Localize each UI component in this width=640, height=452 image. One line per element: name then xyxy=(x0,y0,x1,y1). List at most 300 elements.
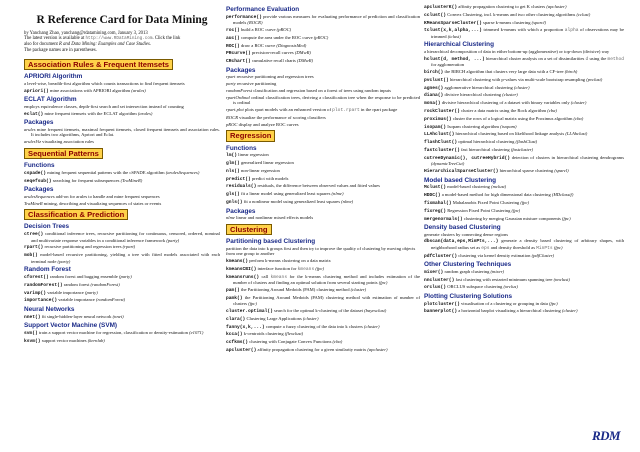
column-1-content xyxy=(24,57,220,344)
book-title: R and Data Mining: Examples and Case Studies xyxy=(59,42,150,48)
package-name: (mixer) xyxy=(490,268,505,274)
function-name: mona() xyxy=(424,101,441,107)
package-name: (fastcluster) xyxy=(510,147,534,153)
reference-entry xyxy=(424,216,624,223)
entry-description: hierarchical cluster analysis on a set of dissimilarities xyxy=(484,55,586,61)
byline: by Yanchang Zhao, yanchang@rdatamining.com, January 3, 2013 xyxy=(24,30,148,36)
package-name: (party) xyxy=(84,289,98,295)
entry-description: Mahalanobis Fixed Point Clustering xyxy=(451,199,521,205)
reference-entry xyxy=(226,199,420,206)
entry-description: visualizing association rules xyxy=(41,139,94,145)
package-name: ROCR xyxy=(226,114,238,120)
column-1 xyxy=(24,14,220,345)
package-name: (party) xyxy=(166,237,180,243)
function-name: pvclust() xyxy=(424,77,449,83)
function-name: pam() xyxy=(226,287,240,293)
section-wrapper xyxy=(226,222,420,236)
function-name: cutreeDynamic(), cutreeHybrid() xyxy=(424,155,511,161)
entry-description: visualize the performance of scoring classifiers xyxy=(238,114,326,120)
reference-entry xyxy=(424,168,624,175)
reference-entry xyxy=(424,147,624,154)
entry-description: fit a linear model using generalized least squares xyxy=(239,191,332,197)
function-name: mixer() xyxy=(424,269,444,275)
reference-entry xyxy=(24,297,220,304)
code-argument: eps xyxy=(481,245,490,251)
function-name: nnet() xyxy=(24,314,41,320)
subsection-heading: Plotting Clustering Solutions xyxy=(424,292,513,300)
entry-description: mine frequent itemsets, maximal frequent itemsets, closed frequent itemsets and association rules. It includes two algorithms, Apriori and Eclat. xyxy=(31,126,220,138)
reference-entry xyxy=(424,184,624,191)
package-name: (party) xyxy=(57,258,71,264)
reference-entry xyxy=(226,215,420,221)
package-name: (orclus) xyxy=(503,284,518,290)
package-name: (fpc) xyxy=(520,199,530,205)
package-name: (rpart) xyxy=(122,244,136,250)
function-name: pdfCluster() xyxy=(424,253,458,259)
entry-description: searching for frequent subsequences xyxy=(51,177,121,183)
package-name: (fpc) xyxy=(549,300,558,306)
function-name: PRcurve() xyxy=(226,51,251,57)
column-3 xyxy=(424,4,624,316)
function-name: ksvm() xyxy=(24,338,41,344)
entry-description: mine frequent itemsets with the ECLAT algorithm xyxy=(43,110,138,116)
function-name: kmeansCBI() xyxy=(226,266,257,272)
entry-description: agglomerative hierarchical clustering xyxy=(443,84,514,90)
function-name: ROC() xyxy=(226,43,240,49)
description-text: a level-wise, breadth-first algorithm which counts transactions to find frequent itemsets xyxy=(24,81,185,87)
section-heading: Sequential Patterns xyxy=(24,148,103,159)
reference-entry xyxy=(424,277,624,284)
package-name: (tclust) xyxy=(447,33,461,39)
entry-description: build a ROC curve xyxy=(239,26,277,32)
package-name: (apcluster) xyxy=(367,346,388,352)
reference-entry xyxy=(24,314,220,321)
function-name: nls() xyxy=(226,168,240,174)
reference-entry xyxy=(226,324,420,331)
function-name: pamk() xyxy=(226,295,243,301)
reference-entry xyxy=(24,178,220,185)
function-name: kmeansruns() xyxy=(226,274,260,280)
package-name: (randomForest) xyxy=(90,281,120,287)
package-name: party xyxy=(226,81,236,87)
package-name: (kernlab) xyxy=(87,337,105,343)
description-text: generate clusters by connecting dense regions xyxy=(424,231,509,237)
package-name: (pvclust) xyxy=(586,76,603,82)
column-2 xyxy=(226,4,420,355)
reference-entry xyxy=(226,88,420,94)
entry-description: perform k-means clustering on a data matrix xyxy=(248,257,331,263)
package-name: (cluster) xyxy=(570,100,587,106)
function-name: hclust(d, method, ...) xyxy=(424,56,485,62)
section-wrapper xyxy=(226,128,420,142)
reference-entry xyxy=(226,295,420,307)
package-name: (fpc) xyxy=(561,215,571,221)
entry-description: hierarchical clustering with p-values via multi-scale bootstrap resampling xyxy=(448,76,587,82)
package-name: (birch) xyxy=(564,69,578,75)
package-name: (fpc) xyxy=(378,280,388,286)
reference-entry xyxy=(226,14,420,26)
package-name: (isopam) xyxy=(500,123,517,129)
also-post: . xyxy=(149,42,151,48)
package-name: (ROCR) xyxy=(247,20,263,26)
reference-entry xyxy=(424,56,624,68)
package-name: (sparcl) xyxy=(554,168,569,174)
subsection-heading: Functions xyxy=(24,162,55,170)
rdatamining-logo xyxy=(592,428,620,444)
package-name: nlme xyxy=(226,215,235,221)
function-name: Mclust() xyxy=(424,185,447,191)
entry-description: call xyxy=(259,273,271,279)
package-name: (DMwR) xyxy=(294,50,311,56)
package-name: (fpc) xyxy=(552,244,563,250)
subsection-heading: Packages xyxy=(24,119,54,127)
entry-description: visualisation of a clustering or grouping in data xyxy=(459,300,550,306)
package-name: (e1071) xyxy=(189,329,204,335)
function-name: rockCluster() xyxy=(424,109,460,115)
package-name: (TraMineR) xyxy=(120,177,143,183)
entry-description: cluster a data matrix using the Rock algorithm xyxy=(459,108,548,114)
package-name: (cclust) xyxy=(576,11,591,17)
function-name: isopam() xyxy=(424,124,447,130)
reference-entry xyxy=(24,252,220,264)
reference-entry xyxy=(24,194,220,200)
entry-description: k-centroids clustering xyxy=(242,331,285,337)
function-name: dbscan(data,eps,MinPts,...) xyxy=(424,239,499,245)
package-name: arulesSequences xyxy=(24,193,55,199)
package-name: (fpc) xyxy=(314,265,325,271)
entry-description: the Partitioning Around Medoids (PAM) clustering method xyxy=(239,286,351,292)
entry-description: of observations may be trimmed xyxy=(431,27,624,39)
entry-description: random forest and bagging ensemble xyxy=(48,273,119,279)
entry-description: support vector machines xyxy=(40,337,88,343)
entry-description: sparse k-means clustering xyxy=(481,19,532,25)
reference-entry xyxy=(226,58,420,65)
function-name: flashClust() xyxy=(424,140,458,146)
function-name: kmeans() xyxy=(226,258,249,264)
package-name: (randomForest) xyxy=(96,297,126,303)
package-name: (HDclassif) xyxy=(551,192,574,198)
entry-description: hierarchical clustering based on likelihood linkage analysis xyxy=(454,131,566,137)
function-name: randomForest() xyxy=(24,282,63,288)
reference-entry xyxy=(424,192,624,199)
reference-entry xyxy=(24,170,220,177)
latest-pre: The latest version is available at xyxy=(24,36,86,42)
reference-entry xyxy=(424,20,624,27)
function-name: cluster.optimal() xyxy=(226,308,273,314)
entry-description: for agglomeration xyxy=(431,62,465,68)
entry-description: recursive partitioning xyxy=(235,81,277,87)
entry-description: plots rpart models with an enhanced version of xyxy=(243,107,333,113)
function-name: orclus() xyxy=(424,285,447,291)
function-name: rpart() xyxy=(24,245,44,251)
function-name: predict() xyxy=(226,176,251,182)
entry-description: mine associations with APRIORI algorithm xyxy=(48,87,132,93)
entry-description: generalized linear regression xyxy=(239,160,294,166)
package-name: (apcluster) xyxy=(546,4,567,9)
entry-description: recursive partitioning and regression trees xyxy=(235,74,314,80)
section-wrapper xyxy=(24,57,220,71)
reference-entry xyxy=(424,77,624,84)
code-argument: kmeans xyxy=(270,274,288,280)
column-3-content xyxy=(424,4,624,315)
function-name: fanny(x,k,...) xyxy=(226,324,265,330)
package-name: TraMineR xyxy=(24,200,43,206)
function-name: importance() xyxy=(24,298,58,304)
entry-description: classification and regression based on a forest of trees using random inputs xyxy=(252,87,391,93)
package-name: (fpc) xyxy=(248,301,257,307)
reference-entry xyxy=(24,330,220,337)
package-name: (flexclust) xyxy=(284,331,304,337)
reference-entry xyxy=(226,35,420,42)
reference-entry xyxy=(24,338,220,345)
entry-description: clustering via kernel density estimation xyxy=(457,252,532,258)
reference-entry xyxy=(24,111,220,118)
reference-entry xyxy=(226,274,420,286)
package-name: (pROC) xyxy=(276,26,292,32)
package-name: (LLAhclust) xyxy=(565,131,588,137)
package-name: (bayesclust) xyxy=(364,307,387,313)
reference-entry xyxy=(424,308,624,315)
entry-description: cluster the rows of a logical matrix using the Proximus algorithm xyxy=(451,115,574,121)
entry-description: the BIRCH algorithm that clusters very large data with a CF-tree xyxy=(443,69,565,75)
function-name: fixreg() xyxy=(424,208,447,214)
entry-description: divisive hierarchical clustering of a dataset with binary variables only xyxy=(440,100,571,106)
package-name: (mclust) xyxy=(491,184,507,190)
reference-entry xyxy=(226,266,420,273)
function-name: svm() xyxy=(24,330,38,336)
reference-entry xyxy=(424,92,624,99)
package-name: pROC xyxy=(226,121,238,127)
package-name: arulesViz xyxy=(24,139,42,145)
entry-description: random graph clustering xyxy=(443,268,491,274)
entry-description: train a support vector machine for regression, classification or density-estimation xyxy=(37,329,190,335)
entry-description: affinity propagation clustering for a given similarity matrix xyxy=(256,346,368,352)
package-name: (nnclust) xyxy=(553,276,570,282)
section-heading: Clustering xyxy=(226,224,272,235)
reference-entry xyxy=(226,347,420,354)
description-text: partition the data into k groups first and then try to improve the quality of clustering by moving objects from one group to another xyxy=(226,245,416,257)
entry-description: provide various measures for evaluating performance of prediction and classification models xyxy=(233,13,420,26)
function-name: glm() xyxy=(226,161,240,167)
subsection-heading: Random Forest xyxy=(24,266,71,274)
entry-description: compute a fuzzy clustering of the data into k clusters xyxy=(264,323,364,329)
latest-post: . Click the link xyxy=(152,36,181,42)
entry-description: Isopam clustering algorithm xyxy=(446,123,501,129)
function-name: HDDC() xyxy=(424,193,441,199)
subsection-heading: Other Clustering Techniques xyxy=(424,261,512,269)
entry-description: linear regression xyxy=(237,152,269,158)
package-name: (arules) xyxy=(137,110,153,116)
reference-entry xyxy=(226,81,420,87)
entry-description: Regression Fixed Point Clustering xyxy=(446,207,512,213)
entry-description: and density threshold as xyxy=(489,244,537,250)
function-name: mob() xyxy=(24,253,38,259)
subsection-heading: Support Vector Machine (SVM) xyxy=(24,322,118,330)
section-heading: Regression xyxy=(226,130,275,141)
reference-entry xyxy=(424,85,624,92)
entry-description: generate a density based clustering of arbitrary shapes, with neighborhood radius set as xyxy=(431,238,624,250)
subsection-heading: Packages xyxy=(24,186,54,194)
package-name: (dynamicTreeCut) xyxy=(431,161,465,167)
package-name: (DiagnosisMed) xyxy=(276,42,307,48)
package-name: rpartOrdinal xyxy=(226,94,250,100)
reference-entry xyxy=(24,282,220,289)
function-name: performance() xyxy=(226,14,262,20)
function-name: birch() xyxy=(424,70,444,76)
reference-entry xyxy=(24,244,220,251)
reference-entry xyxy=(226,331,420,338)
package-name: arules xyxy=(24,126,36,132)
reference-entry xyxy=(226,191,420,198)
page-title: R Reference Card for Data Mining xyxy=(36,14,208,26)
section-wrapper xyxy=(24,207,220,221)
function-name: fastcluster() xyxy=(424,148,460,154)
package-name: (pdfCluster) xyxy=(531,252,555,258)
package-name: (cluster) xyxy=(363,323,380,329)
entry-description: for the k-means clustering method and includes estimation of the number of clusters and finding an optimal solution from several starting points xyxy=(233,273,420,286)
package-name: (cluster) xyxy=(502,92,518,98)
reference-entry xyxy=(24,139,220,145)
subsection-heading: Hierarchical Clustering xyxy=(424,41,494,49)
entry-description: Convex Clustering, incl. k-means and two other clustering algorithms xyxy=(446,11,577,17)
reference-entry xyxy=(424,116,624,123)
subsection-heading: ECLAT Algorithm xyxy=(24,96,77,104)
package-name: (fpc) xyxy=(511,207,521,213)
also-pre: also for document xyxy=(24,42,60,48)
entry-description: fit a nonlinear model using generalized least squares xyxy=(242,199,342,205)
entry-description: precision-recall curves xyxy=(250,50,295,56)
entry-description: model-based recursive partitioning, yielding a tree with fitted models associated with each terminal node xyxy=(31,252,220,264)
subsection-heading: Decision Trees xyxy=(24,223,70,231)
subsection-heading: Performance Evaluation xyxy=(226,6,300,13)
intro xyxy=(24,31,220,54)
function-name: fixmahal() xyxy=(424,200,452,206)
reference-entry xyxy=(226,168,420,175)
reference-entry xyxy=(24,201,220,207)
entry-description: variable importance xyxy=(57,297,96,303)
entry-description: search for the optimal k-clustering of the dataset xyxy=(272,307,365,313)
reference-entry xyxy=(226,43,420,50)
reference-entry xyxy=(424,253,624,260)
entry-description: a model-based method for high dimensional data clustering xyxy=(440,192,552,198)
function-name: agnes() xyxy=(424,85,444,91)
entry-description: interface function for xyxy=(256,265,298,271)
reference-entry xyxy=(226,27,420,34)
reference-entry xyxy=(226,50,420,57)
function-name: tclust(x,k,alpha,...) xyxy=(424,28,482,34)
function-name: CRchart() xyxy=(226,59,251,65)
entry-description: mining, describing and visualizing sequences of states or events xyxy=(42,200,162,206)
reference-entry xyxy=(424,238,624,251)
code-argument: MinPts xyxy=(536,245,553,251)
subsection-heading: APRIORI Algorithm xyxy=(24,73,83,81)
package-name: (arulesSequences) xyxy=(165,169,200,175)
entry-description: model-based clustering xyxy=(446,184,492,190)
reference-entry xyxy=(226,107,420,114)
package-name: rpart.plot xyxy=(226,107,244,113)
function-name: lm() xyxy=(226,153,238,159)
section-heading: Classification & Prediction xyxy=(24,209,128,220)
entry-description: hierarchical sparse clustering xyxy=(498,168,555,174)
description-text: a hierarchical decomposition of data in either bottom-up (agglomerative) or top-down (divisive) way xyxy=(424,49,610,55)
package-name: (nlme) xyxy=(341,199,354,205)
reference-entry xyxy=(424,284,624,291)
function-name: apcluster() xyxy=(226,347,257,353)
reference-entry xyxy=(24,274,220,281)
section-heading: Association Rules & Frequent Itemsets xyxy=(24,59,173,70)
logo-dm: DM xyxy=(600,428,621,443)
package-name: (DMwR) xyxy=(296,58,314,64)
function-name: ccfkms() xyxy=(226,340,249,346)
reference-entry xyxy=(424,108,624,115)
package-name: (cba) xyxy=(332,339,343,345)
entry-description: predict with models xyxy=(250,175,289,181)
function-name: kcca() xyxy=(226,332,243,338)
code-argument: kmeans xyxy=(297,266,315,272)
reference-entry xyxy=(424,200,624,207)
entry-description: residuals, the difference between observed values and fitted values xyxy=(256,183,380,189)
entry-description: conditional inference trees, recursive partitioning for continuous, censored, ordered, nominal and multivariate response variables in a conditional inference framework xyxy=(31,231,220,243)
code-argument: method xyxy=(607,56,625,62)
subsection-heading: Partitioning based Clustering xyxy=(226,238,316,246)
reference-entry xyxy=(226,176,420,183)
entry-description: trimmed k-means with which a proportion xyxy=(481,27,565,33)
reference-entry xyxy=(424,131,624,138)
reference-entry xyxy=(226,122,420,128)
function-name: ctree() xyxy=(24,232,44,238)
entry-description: random forest xyxy=(62,281,91,287)
entry-description: non-linear regression xyxy=(239,167,280,173)
package-name: (cluster) xyxy=(513,84,530,90)
package-name: (party) xyxy=(118,273,132,279)
code-argument: d xyxy=(585,56,589,62)
reference-entry xyxy=(424,208,624,215)
function-name: mergenormals() xyxy=(424,216,463,222)
function-name: LLAhclust() xyxy=(424,132,455,138)
function-name: seqefsub() xyxy=(24,178,52,184)
function-name: diana() xyxy=(424,93,444,99)
logo-r: R xyxy=(592,428,601,443)
function-name: varimp() xyxy=(24,290,47,296)
entry-description: fit single-hidden-layer neural network xyxy=(40,313,113,319)
function-name: gnls() xyxy=(226,200,243,206)
code-argument: alpha xyxy=(564,28,579,34)
function-name: bannerplot() xyxy=(424,309,458,315)
entry-description: detection of clusters in hierarchical clustering dendrograms xyxy=(510,154,624,160)
entry-description: clustering with Conjugate Convex Functions xyxy=(248,339,333,345)
package-name: randomForest xyxy=(226,87,253,93)
function-name: plotcluster() xyxy=(424,301,460,307)
reference-entry xyxy=(226,258,420,265)
reference-entry xyxy=(424,69,624,76)
package-name: (arules) xyxy=(131,87,146,93)
reference-entry xyxy=(424,100,624,107)
code-argument: plot.rpart xyxy=(332,108,360,114)
function-name: KMeansSparseCluster() xyxy=(424,20,482,26)
entry-description: optimal hierarchical clustering xyxy=(457,139,516,145)
package-name: (sparcl) xyxy=(531,19,547,25)
entry-description: affinity propagation clustering to get K clusters xyxy=(457,4,547,9)
reference-entry xyxy=(226,308,420,315)
entry-description: in the rpart package xyxy=(359,107,398,113)
function-name: nncluster() xyxy=(424,277,455,283)
package-note: The package names are in parentheses. xyxy=(24,47,97,53)
entry-description: the Partitioning Around Medoids (PAM) clustering method with estimation of number of clusters xyxy=(233,294,420,307)
website-link[interactable]: http://www.RDataMining.com xyxy=(85,36,153,42)
entry-description: clustering by merging Gaussian mixture components xyxy=(462,215,562,221)
column-2-content xyxy=(226,6,420,353)
subsection-heading: Neural Networks xyxy=(24,305,75,313)
